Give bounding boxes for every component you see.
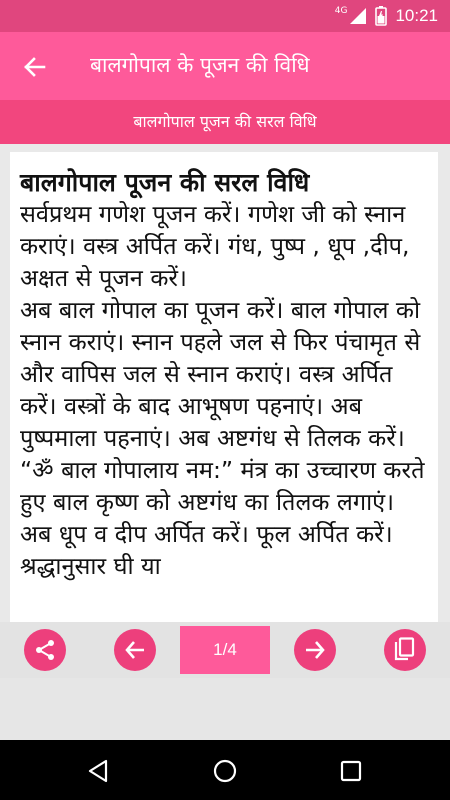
copy-button[interactable] — [384, 629, 426, 671]
back-arrow-icon[interactable] — [20, 52, 50, 82]
system-nav-bar — [0, 740, 450, 800]
copy-icon — [393, 637, 417, 663]
bottom-toolbar — [0, 622, 450, 678]
article-body: सर्वप्रथम गणेश पूजन करें। गणेश जी को स्नान कराएं। वस्त्र अर्पित करें। गंध, पुष्प , धूप ,दीप, अक्षत से पूजन करें। अब बाल गोपाल का पूजन करें। बाल गोपाल को स्नान कराएं। स्नान पहले जल से फिर पंचामृत से और वापिस जल से स्नान कराएं। वस्त्र अर्पित करें। वस्त्रों के बाद आभूषण पहनाएं। अब पुष्पमाला पहनाएं। अब अष्टगंध से तिलक करें। “ॐ बाल गोपालाय नम:” मंत्र का उच्चारण करते हुए बाल कृष्ण को अष्टगंध का तिलक लगाएं। अब धूप व दीप अर्पित करें। फूल अर्पित करें। श्रद्धानुसार घी या — [20, 200, 425, 580]
previous-page-button[interactable] — [114, 629, 156, 671]
article-card — [10, 152, 438, 622]
page-title: बालगोपाल के पूजन की विधि — [90, 53, 310, 77]
status-time: 10:21 — [395, 6, 438, 25]
status-bar — [0, 0, 450, 32]
arrow-right-icon — [302, 637, 328, 663]
page-indicator: 1/4 — [180, 626, 270, 674]
content-area[interactable] — [0, 144, 450, 622]
share-button[interactable] — [24, 629, 66, 671]
next-page-button[interactable] — [294, 629, 336, 671]
share-icon — [33, 638, 57, 662]
network-type: 4G — [334, 6, 348, 16]
signal-icon — [349, 7, 367, 25]
nav-recents-icon[interactable] — [338, 758, 364, 784]
battery-icon — [375, 6, 387, 26]
arrow-left-icon — [122, 637, 148, 663]
nav-home-icon[interactable] — [212, 758, 238, 784]
status-icons — [335, 6, 438, 26]
section-header: बालगोपाल पूजन की सरल विधि — [0, 100, 450, 144]
bottom-spacer — [0, 678, 450, 740]
nav-back-icon[interactable] — [86, 758, 112, 784]
article-title: बालगोपाल पूजन की सरल विधि — [20, 168, 310, 197]
app-bar — [0, 32, 450, 100]
